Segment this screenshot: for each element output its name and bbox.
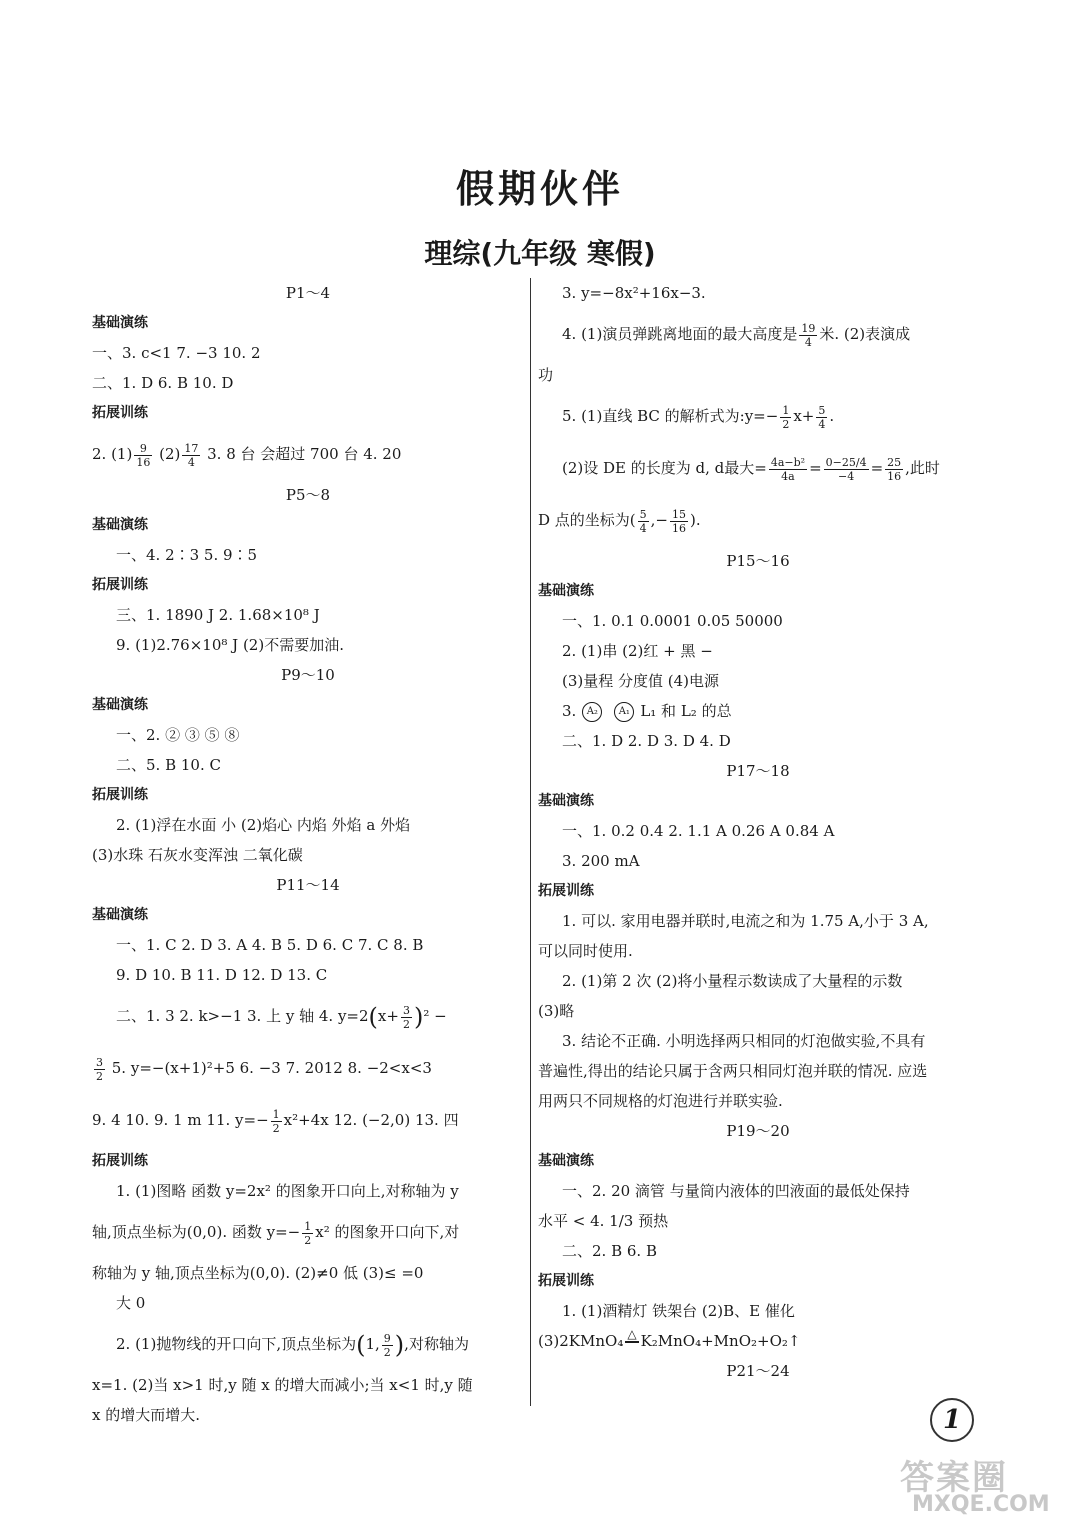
answer-line: 三、1. 1890 J 2. 1.68×10⁸ J — [116, 606, 320, 624]
answer-line: 3. 200 mA — [562, 852, 640, 870]
answer-line: 一、2. ② ③ ⑤ ⑧ — [116, 726, 240, 744]
numerator: 5 — [818, 403, 826, 417]
answer-line: 2. (1)串 (2)红 + 黑 − — [562, 642, 713, 660]
ammeter-a2-icon: A₂ — [582, 702, 602, 722]
denominator: 2 — [96, 1069, 103, 1083]
numerator: 3 — [402, 1003, 410, 1017]
numerator: 1 — [272, 1107, 280, 1121]
subsection-heading: 基础演练 — [92, 315, 148, 331]
answer-line: 一、1. 0.2 0.4 2. 1.1 A 0.26 A 0.84 A — [562, 822, 835, 840]
denominator: 4 — [639, 521, 647, 535]
text: x+ — [377, 1007, 399, 1025]
text: K₂MnO₄+MnO₂+O₂↑ — [640, 1332, 801, 1350]
section-heading: P21～24 — [726, 1362, 790, 1380]
answer-line: 9. (1)2.76×10⁸ J (2)不需要加油. — [116, 636, 344, 654]
denominator: 16 — [672, 521, 686, 535]
answer-line: x 的增大而增大. — [92, 1406, 200, 1424]
answer-line — [538, 442, 978, 494]
numerator: 17 — [184, 441, 199, 455]
answer-line — [538, 696, 978, 726]
text: x² 的图象开口向下,对 — [315, 1223, 460, 1241]
answer-line: 功 — [538, 366, 554, 384]
arrow-spacer — [625, 1343, 638, 1356]
text: ,− — [650, 511, 668, 529]
text: 1, — [365, 1335, 380, 1353]
text: 米. (2)表演成 — [819, 325, 911, 343]
fraction — [182, 442, 200, 469]
answer-line — [92, 428, 524, 480]
answer-line — [538, 1326, 978, 1356]
subsection-heading: 拓展训练 — [92, 405, 148, 421]
paren: ( — [356, 1331, 366, 1359]
text: (2) — [154, 445, 181, 463]
subsection-heading: 基础演练 — [92, 907, 148, 923]
fraction — [824, 456, 869, 483]
answer-line: 1. (1)酒精灯 铁架台 (2)B、E 催化 — [562, 1302, 795, 1320]
answer-line — [538, 390, 978, 442]
text: = — [870, 459, 884, 477]
watermark-logo: 答案圈 — [900, 1458, 1008, 1498]
answer-line — [92, 990, 524, 1042]
subsection-heading: 基础演练 — [92, 697, 148, 713]
column-divider — [530, 278, 531, 1406]
text: ² − — [423, 1007, 447, 1025]
numerator: 9 — [134, 442, 152, 456]
fraction — [401, 1004, 412, 1031]
numerator: 1 — [304, 1219, 312, 1233]
denominator: 4 — [818, 417, 826, 431]
section-heading: P17～18 — [726, 762, 790, 780]
fraction — [302, 1220, 313, 1247]
answer-line: 用两只不同规格的灯泡进行并联实验. — [538, 1092, 783, 1110]
fraction — [780, 404, 791, 431]
denominator: 2 — [304, 1233, 312, 1247]
denominator: 2 — [782, 417, 790, 431]
subsection-heading: 基础演练 — [92, 517, 148, 533]
paren: ) — [413, 1003, 424, 1031]
text: 9. 4 10. 9. 1 m 11. y=− — [92, 1111, 269, 1129]
answer-line: (3)水珠 石灰水变浑浊 二氧化碳 — [92, 846, 303, 864]
fraction — [134, 442, 152, 469]
page-title: 假期伙伴 — [455, 167, 624, 211]
section-heading: P11～14 — [276, 876, 340, 894]
answer-line: 二、1. D 2. D 3. D 4. D — [562, 732, 731, 750]
section-heading: P1～4 — [285, 284, 331, 302]
answer-line: 一、1. C 2. D 3. A 4. B 5. D 6. C 7. C 8. B — [116, 936, 424, 954]
text: x+ — [793, 407, 815, 425]
right-column — [538, 278, 978, 1386]
fraction — [885, 456, 903, 483]
text: 5. (1)直线 BC 的解析式为:y=− — [562, 407, 779, 425]
numerator: 25 — [887, 455, 902, 469]
watermark-url: MXQE.COM — [912, 1492, 1050, 1517]
subsection-heading: 基础演练 — [538, 583, 594, 599]
denominator: 4a — [781, 469, 795, 483]
answer-line: 3. 结论不正确. 小明选择两只相同的灯泡做实验,不具有 — [562, 1032, 926, 1050]
text: L₁ 和 L₂ 的总 — [640, 702, 732, 720]
denominator: 16 — [887, 469, 902, 483]
text: 轴,顶点坐标为(0,0). 函数 y=− — [92, 1223, 301, 1241]
numerator: 9 — [383, 1331, 391, 1345]
answer-line: x=1. (2)当 x>1 时,y 随 x 的增大而减小;当 x<1 时,y 随 — [92, 1376, 473, 1394]
numerator: 0−25/4 — [825, 455, 867, 469]
paren: ( — [368, 1003, 378, 1031]
answer-line: 可以同时使用. — [538, 942, 633, 960]
denominator: 2 — [402, 1017, 410, 1031]
answer-line — [538, 494, 978, 546]
numerator: 3 — [96, 1055, 103, 1069]
page-number: 1 — [930, 1398, 974, 1442]
answer-line: 一、4. 2∶3 5. 9∶5 — [116, 546, 258, 564]
answer-line: 9. D 10. B 11. D 12. D 13. C — [116, 966, 328, 984]
answer-line: 一、2. 20 滴管 与量筒内液体的凹液面的最低处保持 — [562, 1182, 910, 1200]
answer-line: 3. y=−8x²+16x−3. — [562, 284, 706, 302]
text: . — [829, 407, 835, 425]
subsection-heading: 拓展训练 — [92, 1153, 148, 1169]
text: (3)2KMnO₄ — [538, 1332, 624, 1350]
answer-line: 普遍性,得出的结论只属于含两只相同灯泡并联的情况. 应选 — [538, 1062, 928, 1080]
answer-line: 二、1. D 6. B 10. D — [92, 374, 234, 392]
denominator: 4 — [187, 455, 195, 469]
section-heading: P5～8 — [285, 486, 331, 504]
denominator: 2 — [272, 1121, 280, 1135]
text: 4. (1)演员弹跳离地面的最大高度是 — [562, 325, 798, 343]
numerator: 5 — [639, 507, 647, 521]
text: 2. (1) — [92, 445, 133, 463]
text: 5. y=−(x+1)²+5 6. −3 7. 2012 8. −2<x<3 — [107, 1059, 432, 1077]
fraction — [271, 1108, 282, 1135]
text: 2. (1)抛物线的开口向下,顶点坐标为 — [116, 1335, 357, 1353]
subsection-heading: 拓展训练 — [92, 787, 148, 803]
ammeter-a1-icon: A₁ — [614, 702, 634, 722]
text: 3. — [562, 702, 577, 720]
reaction-condition — [625, 1328, 638, 1356]
text: D 点的坐标为( — [538, 511, 636, 529]
section-heading: P19～20 — [726, 1122, 790, 1140]
text: ,此时 — [905, 459, 940, 477]
answer-line: 1. (1)图略 函数 y=2x² 的图象开口向上,对称轴为 y — [116, 1182, 459, 1200]
fraction — [769, 456, 807, 483]
answer-line — [538, 308, 978, 360]
subsection-heading: 拓展训练 — [538, 883, 594, 899]
numerator: 19 — [801, 321, 816, 335]
answer-line — [92, 1094, 524, 1146]
left-column — [92, 278, 524, 1430]
page-subtitle: 理综(九年级 寒假) — [424, 237, 656, 270]
text: = — [809, 459, 822, 477]
answer-line — [92, 1042, 524, 1094]
fraction — [799, 322, 817, 349]
answer-line: 水平 < 4. 1/3 预热 — [538, 1212, 669, 1230]
fraction — [94, 1056, 105, 1083]
heat-symbol: △ — [627, 1327, 637, 1341]
numerator: 15 — [672, 507, 686, 521]
section-heading: P9～10 — [281, 666, 335, 684]
denominator: 2 — [383, 1345, 391, 1359]
answer-line: 一、1. 0.1 0.0001 0.05 50000 — [562, 612, 783, 630]
text: ,对称轴为 — [404, 1335, 469, 1353]
fraction — [638, 508, 649, 535]
section-heading: P15～16 — [726, 552, 790, 570]
text: 3. 8 台 会超过 700 台 4. 20 — [202, 445, 402, 463]
denominator: 16 — [136, 455, 151, 469]
paren: ) — [394, 1331, 405, 1359]
subsection-heading: 基础演练 — [538, 793, 594, 809]
numerator: 4a−b² — [770, 455, 806, 469]
answer-line: 1. 可以. 家用电器并联时,电流之和为 1.75 A,小于 3 A, — [562, 912, 929, 930]
subsection-heading: 拓展训练 — [92, 577, 148, 593]
subsection-heading: 基础演练 — [538, 1153, 594, 1169]
subsection-heading: 拓展训练 — [538, 1273, 594, 1289]
denominator: −4 — [838, 469, 855, 483]
text: x²+4x 12. (−2,0) 13. 四 — [283, 1111, 459, 1129]
fraction — [670, 508, 688, 535]
answer-line — [92, 1206, 524, 1258]
text: 二、1. 3 2. k>−1 3. 上 y 轴 4. y=2 — [116, 1007, 369, 1025]
answer-line: 2. (1)浮在水面 小 (2)焰心 内焰 外焰 a 外焰 — [116, 816, 411, 834]
denominator: 4 — [804, 335, 812, 349]
fraction — [382, 1332, 393, 1359]
answer-line: 称轴为 y 轴,顶点坐标为(0,0). (2)≠0 低 (3)≤ =0 — [92, 1264, 424, 1282]
answer-line: 二、5. B 10. C — [116, 756, 221, 774]
numerator: 1 — [782, 403, 790, 417]
answer-line: 一、3. c<1 7. −3 10. 2 — [92, 344, 261, 362]
answer-line: (3)略 — [538, 1002, 575, 1020]
answer-line: 二、2. B 6. B — [562, 1242, 657, 1260]
answer-line: (3)量程 分度值 (4)电源 — [562, 672, 720, 690]
answer-line: 大 0 — [116, 1294, 146, 1312]
answer-line — [92, 1318, 524, 1370]
text: ). — [690, 511, 701, 529]
fraction — [816, 404, 827, 431]
answer-line: 2. (1)第 2 次 (2)将小量程示数读成了大量程的示数 — [562, 972, 903, 990]
text: (2)设 DE 的长度为 d, d最大= — [562, 459, 767, 477]
